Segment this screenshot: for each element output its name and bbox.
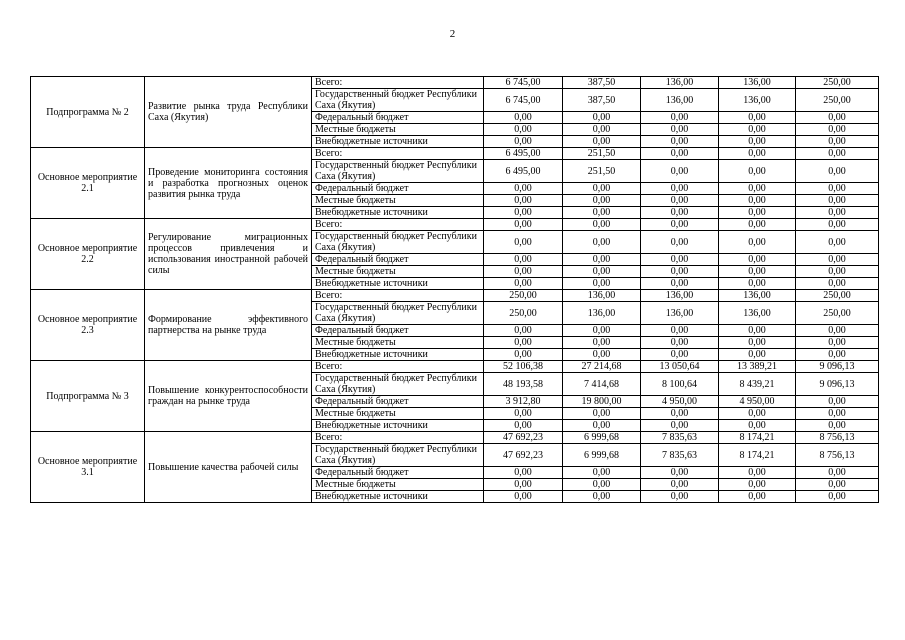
source-state-budget: Государственный бюджет Республики Саха (Якутия): [312, 231, 484, 254]
amount-cell: 0,00: [641, 420, 719, 432]
amount-cell: 0,00: [719, 337, 796, 349]
amount-cell: 0,00: [484, 195, 563, 207]
source-total: Всего:: [312, 290, 484, 302]
amount-cell: 136,00: [719, 77, 796, 89]
amount-cell: 7 835,63: [641, 444, 719, 467]
budget-table: [30, 76, 879, 503]
amount-cell: 0,00: [563, 124, 641, 136]
source-local-budgets: Местные бюджеты: [312, 337, 484, 349]
amount-cell: 6 745,00: [484, 89, 563, 112]
amount-cell: 0,00: [719, 420, 796, 432]
amount-cell: 0,00: [641, 266, 719, 278]
amount-cell: 0,00: [641, 183, 719, 195]
amount-cell: 0,00: [484, 278, 563, 290]
amount-cell: 0,00: [563, 278, 641, 290]
amount-cell: 0,00: [563, 219, 641, 231]
amount-cell: 0,00: [484, 219, 563, 231]
amount-cell: 251,50: [563, 160, 641, 183]
amount-cell: 0,00: [719, 124, 796, 136]
table-row: [31, 77, 879, 89]
amount-cell: 0,00: [641, 325, 719, 337]
amount-cell: 136,00: [719, 290, 796, 302]
amount-cell: 0,00: [641, 195, 719, 207]
amount-cell: 0,00: [719, 479, 796, 491]
amount-cell: 0,00: [796, 491, 879, 503]
amount-cell: 0,00: [641, 207, 719, 219]
amount-cell: 0,00: [719, 266, 796, 278]
source-federal-budget: Федеральный бюджет: [312, 112, 484, 124]
amount-cell: 0,00: [641, 467, 719, 479]
amount-cell: 0,00: [563, 408, 641, 420]
amount-cell: 136,00: [641, 89, 719, 112]
source-local-budgets: Местные бюджеты: [312, 408, 484, 420]
source-local-budgets: Местные бюджеты: [312, 124, 484, 136]
amount-cell: 0,00: [484, 266, 563, 278]
amount-cell: 136,00: [719, 89, 796, 112]
amount-cell: 0,00: [796, 195, 879, 207]
amount-cell: 0,00: [563, 325, 641, 337]
amount-cell: 8 174,21: [719, 444, 796, 467]
amount-cell: 0,00: [796, 337, 879, 349]
source-federal-budget: Федеральный бюджет: [312, 467, 484, 479]
amount-cell: 0,00: [641, 491, 719, 503]
amount-cell: 0,00: [719, 207, 796, 219]
amount-cell: 0,00: [484, 124, 563, 136]
amount-cell: 0,00: [641, 112, 719, 124]
amount-cell: 0,00: [484, 337, 563, 349]
amount-cell: 0,00: [796, 278, 879, 290]
amount-cell: 0,00: [796, 349, 879, 361]
source-total: Всего:: [312, 432, 484, 444]
amount-cell: 0,00: [796, 219, 879, 231]
amount-cell: 9 096,13: [796, 373, 879, 396]
source-total: Всего:: [312, 148, 484, 160]
amount-cell: 0,00: [719, 349, 796, 361]
amount-cell: 136,00: [563, 302, 641, 325]
source-local-budgets: Местные бюджеты: [312, 266, 484, 278]
table-row: [31, 361, 879, 373]
program-code: Подпрограмма № 2: [31, 77, 145, 148]
amount-cell: 0,00: [484, 408, 563, 420]
amount-cell: 0,00: [719, 136, 796, 148]
amount-cell: 19 800,00: [563, 396, 641, 408]
amount-cell: 8 100,64: [641, 373, 719, 396]
program-code: Подпрограмма № 3: [31, 361, 145, 432]
source-state-budget: Государственный бюджет Республики Саха (Якутия): [312, 160, 484, 183]
amount-cell: 0,00: [641, 231, 719, 254]
budget-body: [31, 77, 879, 503]
amount-cell: 0,00: [563, 254, 641, 266]
amount-cell: 0,00: [641, 349, 719, 361]
program-title: Регулирование миграционных процессов привлечения и использования иностранной рабочей силы: [145, 219, 312, 290]
amount-cell: 0,00: [563, 183, 641, 195]
amount-cell: 8 756,13: [796, 432, 879, 444]
source-total: Всего:: [312, 219, 484, 231]
amount-cell: 0,00: [641, 408, 719, 420]
amount-cell: 0,00: [719, 112, 796, 124]
amount-cell: 6 999,68: [563, 444, 641, 467]
amount-cell: 13 389,21: [719, 361, 796, 373]
amount-cell: 0,00: [484, 420, 563, 432]
amount-cell: 7 835,63: [641, 432, 719, 444]
amount-cell: 52 106,38: [484, 361, 563, 373]
amount-cell: 0,00: [563, 231, 641, 254]
amount-cell: 0,00: [719, 278, 796, 290]
source-federal-budget: Федеральный бюджет: [312, 325, 484, 337]
amount-cell: 0,00: [563, 195, 641, 207]
program-code: Основное мероприятие 2.3: [31, 290, 145, 361]
amount-cell: 0,00: [641, 148, 719, 160]
amount-cell: 0,00: [563, 337, 641, 349]
table-row: [31, 432, 879, 444]
amount-cell: 0,00: [641, 136, 719, 148]
amount-cell: 136,00: [563, 290, 641, 302]
amount-cell: 8 756,13: [796, 444, 879, 467]
amount-cell: 387,50: [563, 77, 641, 89]
table-row: [31, 219, 879, 231]
source-local-budgets: Местные бюджеты: [312, 479, 484, 491]
amount-cell: 0,00: [484, 231, 563, 254]
amount-cell: 0,00: [796, 254, 879, 266]
source-state-budget: Государственный бюджет Республики Саха (Якутия): [312, 302, 484, 325]
amount-cell: 250,00: [484, 302, 563, 325]
amount-cell: 0,00: [719, 160, 796, 183]
amount-cell: 0,00: [563, 479, 641, 491]
amount-cell: 0,00: [484, 254, 563, 266]
table-row: [31, 148, 879, 160]
amount-cell: 8 439,21: [719, 373, 796, 396]
amount-cell: 0,00: [641, 337, 719, 349]
amount-cell: 0,00: [641, 124, 719, 136]
amount-cell: 0,00: [563, 349, 641, 361]
amount-cell: 0,00: [641, 160, 719, 183]
amount-cell: 27 214,68: [563, 361, 641, 373]
program-code: Основное мероприятие 3.1: [31, 432, 145, 503]
amount-cell: 0,00: [563, 420, 641, 432]
amount-cell: 0,00: [563, 207, 641, 219]
amount-cell: 0,00: [484, 112, 563, 124]
amount-cell: 0,00: [719, 325, 796, 337]
amount-cell: 6 745,00: [484, 77, 563, 89]
amount-cell: 251,50: [563, 148, 641, 160]
amount-cell: 0,00: [796, 266, 879, 278]
amount-cell: 387,50: [563, 89, 641, 112]
amount-cell: 6 495,00: [484, 160, 563, 183]
amount-cell: 0,00: [719, 195, 796, 207]
program-code: Основное мероприятие 2.2: [31, 219, 145, 290]
amount-cell: 0,00: [563, 136, 641, 148]
amount-cell: 0,00: [719, 491, 796, 503]
source-extrabudgetary: Внебюджетные источники: [312, 349, 484, 361]
amount-cell: 0,00: [796, 112, 879, 124]
source-federal-budget: Федеральный бюджет: [312, 183, 484, 195]
amount-cell: 0,00: [796, 160, 879, 183]
program-title: Формирование эффективного партнерства на рынке труда: [145, 290, 312, 361]
table-row: [31, 290, 879, 302]
amount-cell: 0,00: [796, 325, 879, 337]
amount-cell: 0,00: [796, 136, 879, 148]
source-extrabudgetary: Внебюджетные источники: [312, 136, 484, 148]
amount-cell: 0,00: [641, 254, 719, 266]
amount-cell: 0,00: [796, 207, 879, 219]
amount-cell: 250,00: [796, 290, 879, 302]
amount-cell: 250,00: [796, 89, 879, 112]
amount-cell: 0,00: [641, 479, 719, 491]
amount-cell: 48 193,58: [484, 373, 563, 396]
amount-cell: 0,00: [796, 183, 879, 195]
source-federal-budget: Федеральный бюджет: [312, 396, 484, 408]
amount-cell: 0,00: [796, 148, 879, 160]
amount-cell: 47 692,23: [484, 444, 563, 467]
amount-cell: 0,00: [563, 112, 641, 124]
amount-cell: 7 414,68: [563, 373, 641, 396]
amount-cell: 0,00: [719, 231, 796, 254]
amount-cell: 0,00: [563, 491, 641, 503]
amount-cell: 0,00: [796, 479, 879, 491]
amount-cell: 0,00: [484, 349, 563, 361]
amount-cell: 0,00: [796, 408, 879, 420]
amount-cell: 0,00: [719, 467, 796, 479]
amount-cell: 0,00: [484, 479, 563, 491]
amount-cell: 0,00: [719, 254, 796, 266]
page-number: 2: [449, 28, 456, 40]
amount-cell: 0,00: [796, 396, 879, 408]
source-state-budget: Государственный бюджет Республики Саха (Якутия): [312, 89, 484, 112]
amount-cell: 0,00: [484, 207, 563, 219]
amount-cell: 9 096,13: [796, 361, 879, 373]
source-extrabudgetary: Внебюджетные источники: [312, 278, 484, 290]
source-total: Всего:: [312, 361, 484, 373]
amount-cell: 0,00: [484, 183, 563, 195]
amount-cell: 0,00: [719, 148, 796, 160]
source-total: Всего:: [312, 77, 484, 89]
amount-cell: 0,00: [641, 219, 719, 231]
amount-cell: 0,00: [641, 278, 719, 290]
amount-cell: 0,00: [484, 136, 563, 148]
source-state-budget: Государственный бюджет Республики Саха (Якутия): [312, 373, 484, 396]
amount-cell: 3 912,80: [484, 396, 563, 408]
amount-cell: 0,00: [563, 266, 641, 278]
source-extrabudgetary: Внебюджетные источники: [312, 420, 484, 432]
amount-cell: 0,00: [484, 467, 563, 479]
amount-cell: 250,00: [796, 77, 879, 89]
amount-cell: 0,00: [719, 183, 796, 195]
source-local-budgets: Местные бюджеты: [312, 195, 484, 207]
amount-cell: 0,00: [484, 325, 563, 337]
program-title: Повышение качества рабочей силы: [145, 432, 312, 503]
amount-cell: 250,00: [484, 290, 563, 302]
amount-cell: 136,00: [641, 77, 719, 89]
amount-cell: 4 950,00: [719, 396, 796, 408]
amount-cell: 136,00: [641, 290, 719, 302]
amount-cell: 0,00: [484, 491, 563, 503]
amount-cell: 136,00: [719, 302, 796, 325]
amount-cell: 6 999,68: [563, 432, 641, 444]
amount-cell: 0,00: [719, 408, 796, 420]
amount-cell: 0,00: [796, 467, 879, 479]
program-code: Основное мероприятие 2.1: [31, 148, 145, 219]
amount-cell: 6 495,00: [484, 148, 563, 160]
program-title: Повышение конкурентоспособности граждан на рынке труда: [145, 361, 312, 432]
amount-cell: 250,00: [796, 302, 879, 325]
amount-cell: 13 050,64: [641, 361, 719, 373]
amount-cell: 4 950,00: [641, 396, 719, 408]
amount-cell: 0,00: [563, 467, 641, 479]
amount-cell: 47 692,23: [484, 432, 563, 444]
program-title: Проведение мониторинга состояния и разработка прогнозных оценок развития рынка труда: [145, 148, 312, 219]
amount-cell: 0,00: [796, 420, 879, 432]
program-title: Развитие рынка труда Республики Саха (Якутия): [145, 77, 312, 148]
source-extrabudgetary: Внебюджетные источники: [312, 491, 484, 503]
source-state-budget: Государственный бюджет Республики Саха (Якутия): [312, 444, 484, 467]
amount-cell: 0,00: [719, 219, 796, 231]
amount-cell: 0,00: [796, 124, 879, 136]
source-federal-budget: Федеральный бюджет: [312, 254, 484, 266]
amount-cell: 136,00: [641, 302, 719, 325]
source-extrabudgetary: Внебюджетные источники: [312, 207, 484, 219]
amount-cell: 8 174,21: [719, 432, 796, 444]
amount-cell: 0,00: [796, 231, 879, 254]
